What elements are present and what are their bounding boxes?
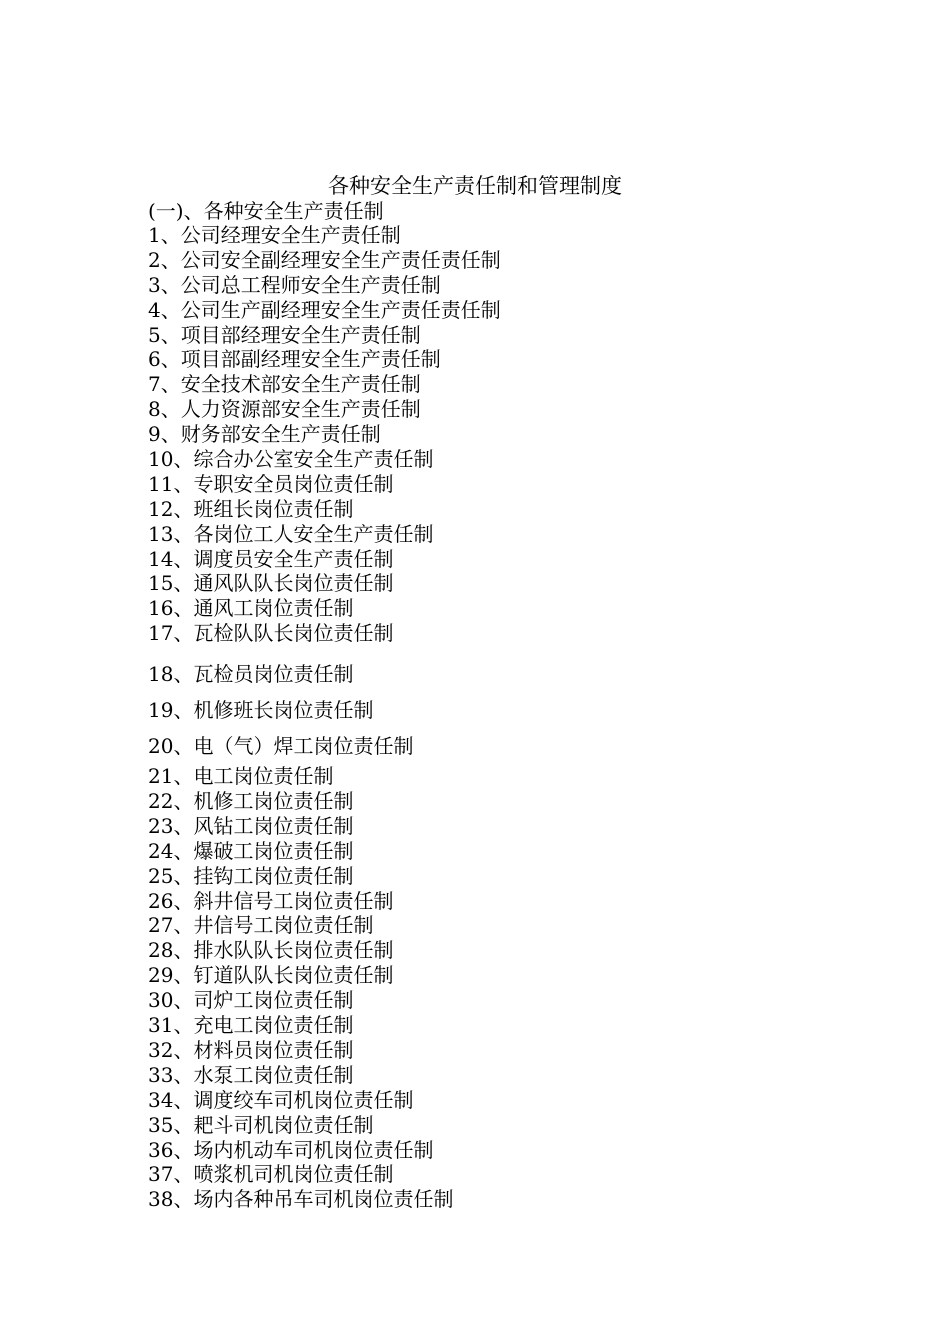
list-item: 22、机修工岗位责任制: [148, 789, 354, 814]
list-item: 28、排水队队长岗位责任制: [148, 938, 394, 963]
list-item: 16、通风工岗位责任制: [148, 596, 354, 621]
list-item: 5、项目部经理安全生产责任制: [148, 322, 421, 347]
list-item: 30、司炉工岗位责任制: [148, 988, 354, 1013]
list-item: 38、场内各种吊车司机岗位责任制: [148, 1187, 454, 1212]
section-heading: (一)、各种安全生产责任制: [148, 199, 384, 223]
list-item: 7、安全技术部安全生产责任制: [148, 372, 421, 397]
list-item: 35、耙斗司机岗位责任制: [148, 1112, 374, 1137]
list-item: 6、项目部副经理安全生产责任制: [148, 347, 441, 372]
list-item: 3、公司总工程师安全生产责任制: [148, 272, 441, 297]
responsibility-list: [148, 223, 501, 1212]
list-item: 19、机修班长岗位责任制: [148, 698, 374, 723]
list-item: 36、场内机动车司机岗位责任制: [148, 1137, 434, 1162]
list-item: 14、调度员安全生产责任制: [148, 546, 394, 571]
list-item: 12、班组长岗位责任制: [148, 496, 354, 521]
list-item: 32、材料员岗位责任制: [148, 1037, 354, 1062]
list-item: 4、公司生产副经理安全生产责任责任制: [148, 297, 501, 322]
list-item: 27、井信号工岗位责任制: [148, 913, 374, 938]
list-item: 21、电工岗位责任制: [148, 764, 334, 789]
list-item: 13、各岗位工人安全生产责任制: [148, 521, 434, 546]
list-item: 26、斜井信号工岗位责任制: [148, 888, 394, 913]
list-item: 33、水泵工岗位责任制: [148, 1062, 354, 1087]
list-item: 9、财务部安全生产责任制: [148, 422, 381, 447]
list-item: 34、调度绞车司机岗位责任制: [148, 1087, 414, 1112]
list-item: 10、综合办公室安全生产责任制: [148, 447, 434, 472]
list-item: 11、专职安全员岗位责任制: [148, 471, 394, 496]
list-item: 1、公司经理安全生产责任制: [148, 223, 401, 247]
list-item: 15、通风队队长岗位责任制: [148, 571, 394, 596]
list-item: 29、钉道队队长岗位责任制: [148, 963, 394, 988]
list-item: 2、公司安全副经理安全生产责任责任制: [148, 247, 501, 272]
document-title: 各种安全生产责任制和管理制度: [328, 174, 622, 198]
list-item: 20、电（气）焊工岗位责任制: [148, 734, 414, 759]
list-item: 25、挂钩工岗位责任制: [148, 863, 354, 888]
list-item: 17、瓦检队队长岗位责任制: [148, 621, 394, 646]
list-item: 18、瓦检员岗位责任制: [148, 662, 354, 687]
list-item: 31、充电工岗位责任制: [148, 1013, 354, 1038]
list-item: 37、喷浆机司机岗位责任制: [148, 1162, 394, 1187]
list-item: 23、风钻工岗位责任制: [148, 813, 354, 838]
list-item: 24、爆破工岗位责任制: [148, 838, 354, 863]
list-item: 8、人力资源部安全生产责任制: [148, 397, 421, 422]
